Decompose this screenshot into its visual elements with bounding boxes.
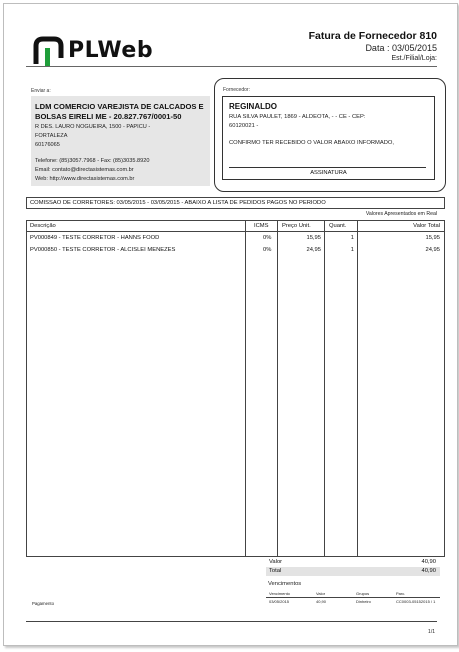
due-value: 40,90 <box>316 599 327 604</box>
invoice-page <box>3 3 458 646</box>
header-description: Descrição <box>30 223 56 229</box>
row-quantity: 1 <box>350 235 354 241</box>
column-divider <box>277 221 278 556</box>
due-header-value: Valor <box>316 591 326 596</box>
payment-label: Pagamento <box>32 601 54 606</box>
supplier-label: Fornecedor: <box>223 87 250 93</box>
company-logo <box>32 36 154 66</box>
valor-amount: 40,90 <box>421 559 436 565</box>
invoice-branch: Est./Filial/Loja: <box>391 55 437 62</box>
due-header-date: Vencimento <box>269 591 290 596</box>
header-divider <box>26 66 437 67</box>
header-quantity: Quant. <box>329 223 347 229</box>
logo-text: PLWeb <box>68 38 154 63</box>
due-dates-title: Vencimentos <box>268 581 302 587</box>
due-installment: CC0003-05152015 / 1 <box>396 599 436 604</box>
row-icms: 0% <box>263 247 272 253</box>
page-number: 1/1 <box>428 629 435 635</box>
valor-label: Valor <box>269 559 283 565</box>
due-date: 03/05/2015 <box>269 599 290 604</box>
column-divider <box>245 221 246 556</box>
column-divider <box>324 221 325 556</box>
header-total: Valor Total <box>413 223 440 229</box>
footer-divider <box>26 621 437 622</box>
row-unit-price: 15,95 <box>306 235 321 241</box>
table-header-divider <box>27 231 444 232</box>
invoice-date: Data : 03/05/2015 <box>365 43 437 53</box>
row-total: 15,95 <box>425 235 440 241</box>
valor-row <box>266 558 440 567</box>
column-divider <box>357 221 358 556</box>
row-unit-price: 24,95 <box>306 247 321 253</box>
sender-web: Web: http://www.directasistemas.com.br <box>35 176 135 182</box>
sender-email: Email: contato@directasistemas.com.br <box>35 167 134 173</box>
supplier-name: REGINALDO <box>229 102 277 111</box>
row-quantity: 1 <box>350 247 354 253</box>
due-header-group: Grupos <box>356 591 370 596</box>
due-header-installment: Parc. <box>396 591 406 596</box>
header-unit-price: Preço Unit. <box>282 223 311 229</box>
total-amount: 40,90 <box>421 568 436 574</box>
sender-phone: Telefone: (85)3057.7968 - Fax: (85)3035.8920 <box>35 158 150 164</box>
supplier-address-2: 60120021 - <box>229 123 259 129</box>
sender-label: Enviar a: <box>31 88 51 94</box>
due-dates-header <box>266 591 440 598</box>
supplier-block <box>214 78 446 192</box>
supplier-address-1: RUA SILVA PAULET, 1869 - ALDEOTA, - - CE - CEP: <box>229 114 366 120</box>
commission-banner: COMISSAO DE CORRETORES: 03/05/2015 - 03/05/2015 - ABAIXO A LISTA DE PEDIDOS PAGOS NO PERIODO <box>26 197 445 209</box>
values-note: Valores Apresentados em Real <box>365 211 437 217</box>
sender-address: R DES. LAURO NOGUEIRA, 1500 - PAPICU - <box>35 124 151 130</box>
items-table <box>26 220 445 557</box>
invoice-title: Fatura de Fornecedor 810 <box>308 30 437 42</box>
row-description: PV000849 - TESTE CORRETOR - HANNS FOOD <box>30 235 160 241</box>
row-description: PV000850 - TESTE CORRETOR - ALCISLEI MENEZES <box>30 247 176 253</box>
signature-line <box>229 167 426 168</box>
sender-zip: 60176065 <box>35 142 60 148</box>
supplier-inner-box <box>222 96 435 180</box>
sender-block <box>31 96 210 186</box>
row-total: 24,95 <box>425 247 440 253</box>
logo-mark-icon <box>32 36 72 68</box>
signature-label: ASSINATURA <box>310 170 347 176</box>
header-icms: ICMS <box>254 223 269 229</box>
sender-name: LDM COMERCIO VAREJISTA DE CALCADOS E BOLSAS EIRELI ME - 20.827.767/0001-50 <box>35 102 204 121</box>
sender-city: FORTALEZA <box>35 133 68 139</box>
total-label: Total <box>269 568 282 574</box>
supplier-confirm-text: CONFIRMO TER RECEBIDO O VALOR ABAIXO INFORMADO, <box>229 140 395 146</box>
due-group: Dinheiro <box>356 599 371 604</box>
total-row <box>266 567 440 576</box>
row-icms: 0% <box>263 235 272 241</box>
